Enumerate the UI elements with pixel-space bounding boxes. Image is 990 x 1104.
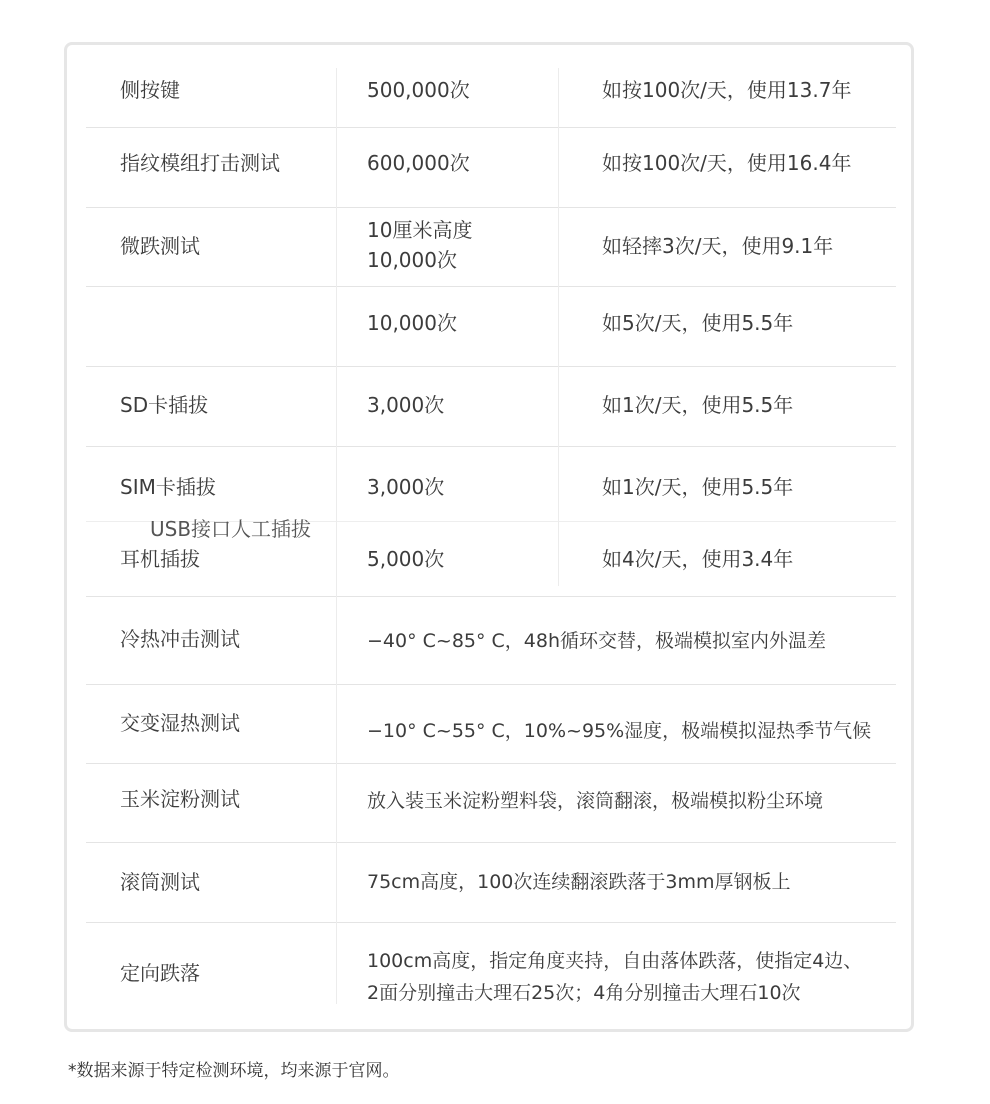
test-description: 放入装玉米淀粉塑料袋，滚筒翻滚，极端模拟粉尘环境 [367,790,824,812]
row-divider [86,596,896,597]
test-usage: 如1次/天，使用5.5年 [602,475,794,499]
test-name: 玉米淀粉测试 [120,787,240,811]
test-name: 交变湿热测试 [120,711,240,735]
row-divider [86,763,896,764]
test-description: 100cm高度，指定角度夹持，自由落体跌落，使指定4边、 2面分别撞击大理石25次；4角分别撞击大理石10次 [367,950,863,1004]
test-spec: 500,000次 [367,78,470,102]
test-spec: 10厘米高度 10,000次 [367,218,473,272]
column-divider [336,68,337,1004]
test-name: 耳机插拔 [120,547,200,571]
column-divider [558,68,559,586]
test-name: 滚筒测试 [120,870,200,894]
row-divider [86,127,896,128]
test-usage: 如1次/天，使用5.5年 [602,393,794,417]
test-description: −40° C~85° C，48h循环交替，极端模拟室内外温差 [367,630,827,652]
test-spec: 10,000次 [367,311,457,335]
row-divider [86,684,896,685]
test-usage: 如按100次/天，使用16.4年 [602,151,852,175]
row-divider [86,207,896,208]
test-description: −10° C~55° C，10%~95%湿度，极端模拟湿热季节气候 [367,720,872,742]
test-usage: 如轻摔3次/天，使用9.1年 [602,234,834,258]
row-divider [86,366,896,367]
test-usage: 如按100次/天，使用13.7年 [602,78,852,102]
test-description: 75cm高度，100次连续翻滚跌落于3mm厚钢板上 [367,871,791,893]
test-usage: 如4次/天，使用3.4年 [602,547,794,571]
test-spec: 600,000次 [367,151,470,175]
test-usage: 如5次/天，使用5.5年 [602,311,794,335]
test-name: 定向跌落 [120,961,200,985]
row-divider [86,286,896,287]
test-spec: 3,000次 [367,475,445,499]
overlay-label: USB接口人工插拔 [150,517,312,541]
test-name: SIM卡插拔 [120,475,216,499]
test-name: 冷热冲击测试 [120,627,240,651]
row-divider [86,446,896,447]
test-name: 侧按键 [120,78,180,102]
test-name: 微跌测试 [120,234,200,258]
footnote: *数据来源于特定检测环境，均来源于官网。 [68,1061,400,1081]
test-spec: 3,000次 [367,393,445,417]
test-name: 指纹模组打击测试 [120,151,280,175]
test-name: SD卡插拔 [120,393,209,417]
row-divider [86,922,896,923]
test-spec: 5,000次 [367,547,445,571]
row-divider [86,842,896,843]
